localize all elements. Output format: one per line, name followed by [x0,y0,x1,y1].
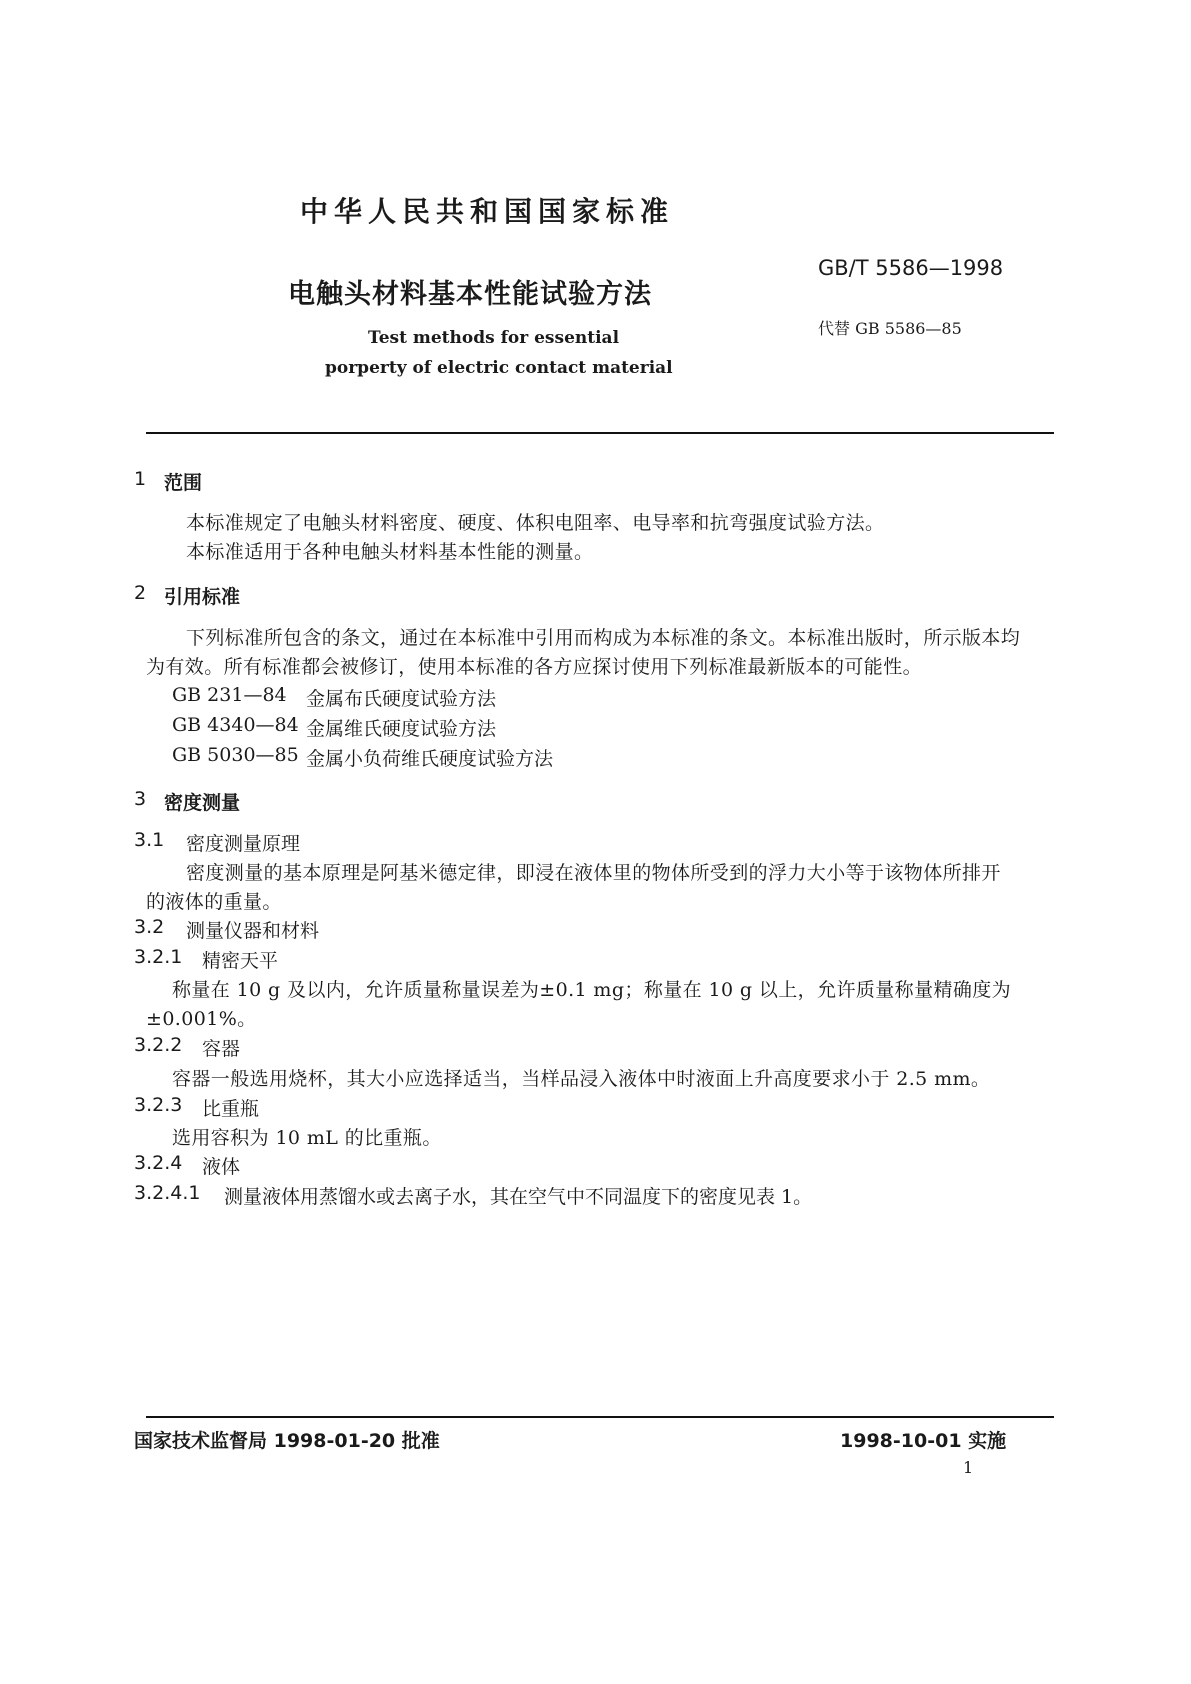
section-number: 1 [134,468,147,490]
section-number: 2 [134,582,147,604]
reference-code: GB 231—84 [172,684,287,706]
national-standard-title: 中华人民共和国国家标准 [300,195,675,228]
subsection-number: 3.2 [134,916,165,938]
subsection-number: 3.2.3 [134,1094,183,1116]
paragraph: 容器一般选用烧杯，其大小应选择适当，当样品浸入液体中时液面上升高度要求小于 2.5 mm。 [172,1068,991,1090]
section-heading: 密度测量 [164,792,241,814]
subsection-number: 3.1 [134,829,165,851]
paragraph: 下列标准所包含的条文，通过在本标准中引用而构成为本标准的条文。本标准出版时，所示版本均 [186,627,1021,649]
approval-info: 国家技术监督局 1998-01-20 批准 [134,1430,440,1452]
subsection-heading: 比重瓶 [202,1098,260,1120]
implementation-date: 1998-10-01 实施 [840,1430,1007,1452]
paragraph: 称量在 10 g 及以内，允许质量称量误差为±0.1 mg；称量在 10 g 以上，允许质量称量精确度为 [172,979,1012,1001]
subsection-number: 3.2.1 [134,946,183,968]
section-number: 3 [134,788,147,810]
subsection-number: 3.2.4 [134,1152,183,1174]
reference-title: 金属小负荷维氏硬度试验方法 [306,748,554,770]
reference-code: GB 4340—84 [172,714,299,736]
subsection-number: 3.2.2 [134,1034,183,1056]
paragraph: 本标准适用于各种电触头材料基本性能的测量。 [186,541,594,563]
page-number: 1 [963,1458,974,1477]
paragraph: 为有效。所有标准都会被修订，使用本标准的各方应探讨使用下列标准最新版本的可能性。 [146,656,923,678]
document-title-cn: 电触头材料基本性能试验方法 [288,279,652,310]
replaces-standard: 代替 GB 5586—85 [818,319,962,338]
subsection-heading: 精密天平 [202,950,279,972]
paragraph: 选用容积为 10 mL 的比重瓶。 [172,1127,442,1149]
subsection-heading: 液体 [202,1156,241,1178]
document-title-en-line1: Test methods for essential [368,328,620,348]
reference-title: 金属布氏硬度试验方法 [306,688,497,710]
standard-number: GB/T 5586—1998 [818,256,1004,280]
subsection-number: 3.2.4.1 [134,1182,201,1204]
reference-title: 金属维氏硬度试验方法 [306,718,497,740]
section-heading: 范围 [164,472,203,494]
paragraph: ±0.001%。 [146,1008,257,1030]
subsection-heading: 密度测量原理 [186,833,301,855]
paragraph: 本标准规定了电触头材料密度、硬度、体积电阻率、电导率和抗弯强度试验方法。 [186,512,885,534]
section-heading: 引用标准 [164,586,241,608]
footer-divider [146,1416,1054,1418]
paragraph: 密度测量的基本原理是阿基米德定律，即浸在液体里的物体所受到的浮力大小等于该物体所排开 [186,862,1001,884]
reference-code: GB 5030—85 [172,744,299,766]
subsection-heading: 容器 [202,1038,241,1060]
document-title-en-line2: porperty of electric contact material [325,358,673,378]
subsection-heading: 测量仪器和材料 [186,920,320,942]
paragraph: 的液体的重量。 [146,891,282,913]
paragraph: 测量液体用蒸馏水或去离子水，其在空气中不同温度下的密度见表 1。 [224,1186,813,1208]
header-divider [146,432,1054,434]
